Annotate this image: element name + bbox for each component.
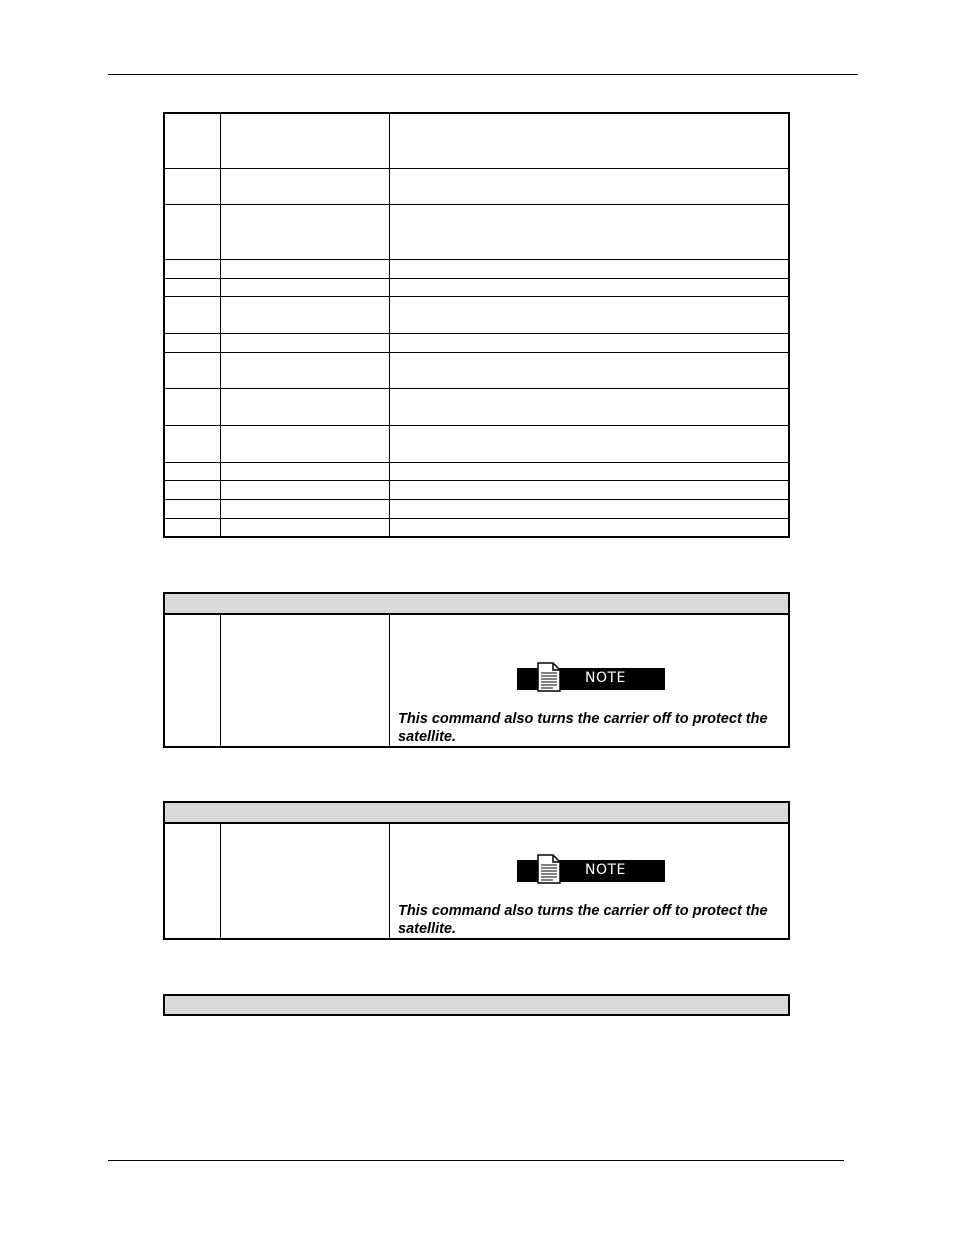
row-divider xyxy=(165,462,788,463)
section-header-bar xyxy=(163,801,790,824)
column-divider xyxy=(220,615,221,746)
note-label: NOTE xyxy=(585,670,626,686)
note-text: This command also turns the carrier off to protect the satellite. xyxy=(398,903,768,937)
section-header-bar xyxy=(163,592,790,615)
row-divider xyxy=(165,352,788,353)
section-header-bar xyxy=(163,994,790,1016)
row-divider xyxy=(165,296,788,297)
row-divider xyxy=(165,278,788,279)
document-note-icon xyxy=(537,854,561,884)
row-divider xyxy=(165,518,788,519)
footer-rule xyxy=(108,1160,844,1161)
column-divider xyxy=(389,824,390,938)
row-divider xyxy=(165,388,788,389)
note-badge xyxy=(517,668,665,690)
row-divider xyxy=(165,259,788,260)
row-divider xyxy=(165,168,788,169)
column-divider xyxy=(220,114,221,536)
document-note-icon xyxy=(537,662,561,692)
command-table xyxy=(163,112,790,538)
column-divider xyxy=(389,615,390,746)
header-rule xyxy=(108,74,858,75)
row-divider xyxy=(165,499,788,500)
note-text: This command also turns the carrier off to protect the satellite. xyxy=(398,711,768,745)
row-divider xyxy=(165,425,788,426)
column-divider xyxy=(220,824,221,938)
row-divider xyxy=(165,204,788,205)
note-label: NOTE xyxy=(585,862,626,878)
row-divider xyxy=(165,333,788,334)
note-badge xyxy=(517,860,665,882)
row-divider xyxy=(165,480,788,481)
column-divider xyxy=(389,114,390,536)
